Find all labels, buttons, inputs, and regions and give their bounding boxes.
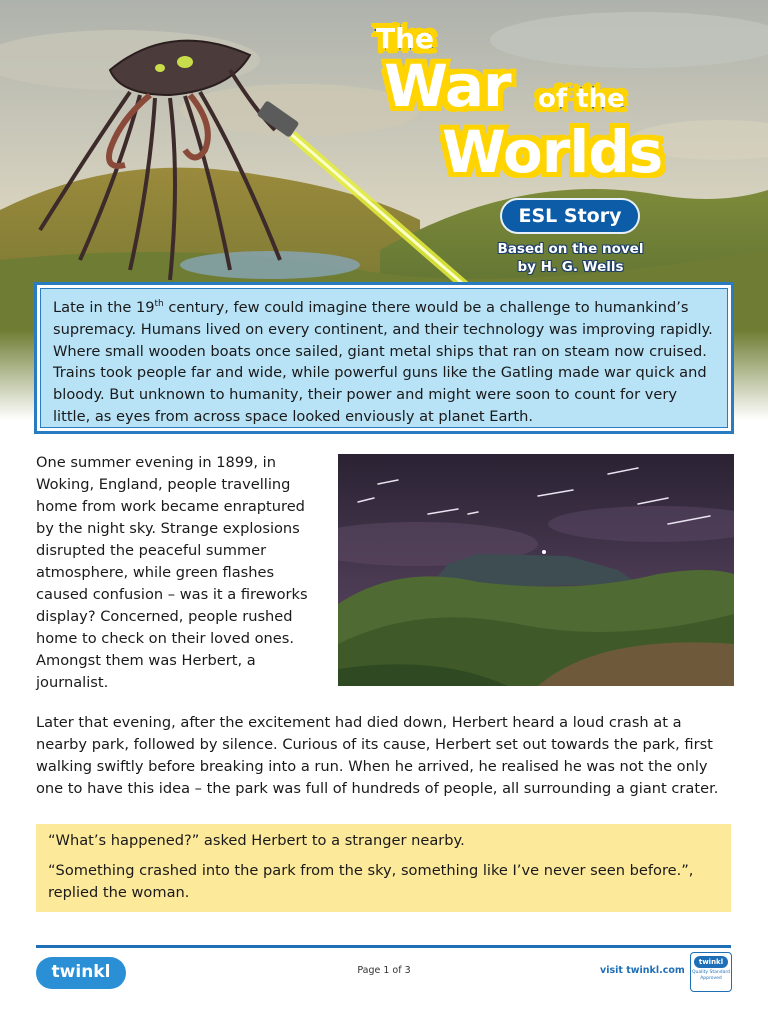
document-title <box>370 18 710 198</box>
dialogue-box <box>36 824 731 912</box>
intro-text-rest: century, few could imagine there would be a challenge to humankind’s supremacy. Humans lived on every continent, and their technology was improving rapidly. Where small wooden boats once sailed, giant metal ships that ran on steam now cruised. Trains took people far and wide, while powerful guns like the Gatling made war quick and bloody. But unknown to humanity, their power and might were soon to count for very little, as eyes from across space looked enviously at planet Earth. <box>53 299 713 425</box>
visit-website-link[interactable]: visit twinkl.com <box>600 965 685 976</box>
title-worlds: Worlds <box>442 118 663 186</box>
dialogue-line-1: “What’s happened?” asked Herbert to a stranger nearby. <box>48 832 465 849</box>
esl-story-badge: ESL Story <box>500 198 640 234</box>
badge-caption: Quality Standard Approved <box>692 970 730 981</box>
paragraph-1: One summer evening in 1899, in Woking, England, people travelling home from work became enraptured by the night sky. Strange explosions disrupted the peaceful summer atmosphere, while green flashes caused confusion – was it a fireworks display? Concerned, people rushed home to check on their loved ones. Amongst them was Herbert, a journalist. <box>36 454 308 691</box>
quality-standard-badge <box>690 952 732 992</box>
intro-text-start: Late in the 19 <box>53 299 155 316</box>
dialogue-line-2: “Something crashed into the park from the sky, something like I’ve never seen before.”, replied the woman. <box>48 862 694 901</box>
title-the: The <box>376 22 435 55</box>
title-war: War <box>384 52 511 120</box>
title-of-the: of the <box>538 84 625 114</box>
based-on-credit <box>488 240 653 276</box>
based-on-line1: Based on the novel <box>497 241 644 257</box>
footer-divider <box>36 945 731 948</box>
intro-box <box>34 282 734 434</box>
based-on-line2: by H. G. Wells <box>517 259 624 275</box>
night-sky-illustration <box>338 454 734 686</box>
paragraph-2: Later that evening, after the excitement had died down, Herbert heard a loud crash at a nearby park, followed by silence. Curious of its cause, Herbert set out towards the park, first walking swiftly before breaking into a run. When he arrived, he realised he was not the only one to have this idea – the park was full of hundreds of people, all surrounding a giant crater. <box>36 714 719 797</box>
badge-logo-text: twinkl <box>694 956 728 968</box>
twinkl-logo[interactable]: twinkl <box>36 957 126 989</box>
meteor-shower-image <box>338 454 734 686</box>
intro-text <box>40 288 728 428</box>
intro-superscript: th <box>154 299 164 310</box>
page-number: Page 1 of 3 <box>357 965 411 976</box>
